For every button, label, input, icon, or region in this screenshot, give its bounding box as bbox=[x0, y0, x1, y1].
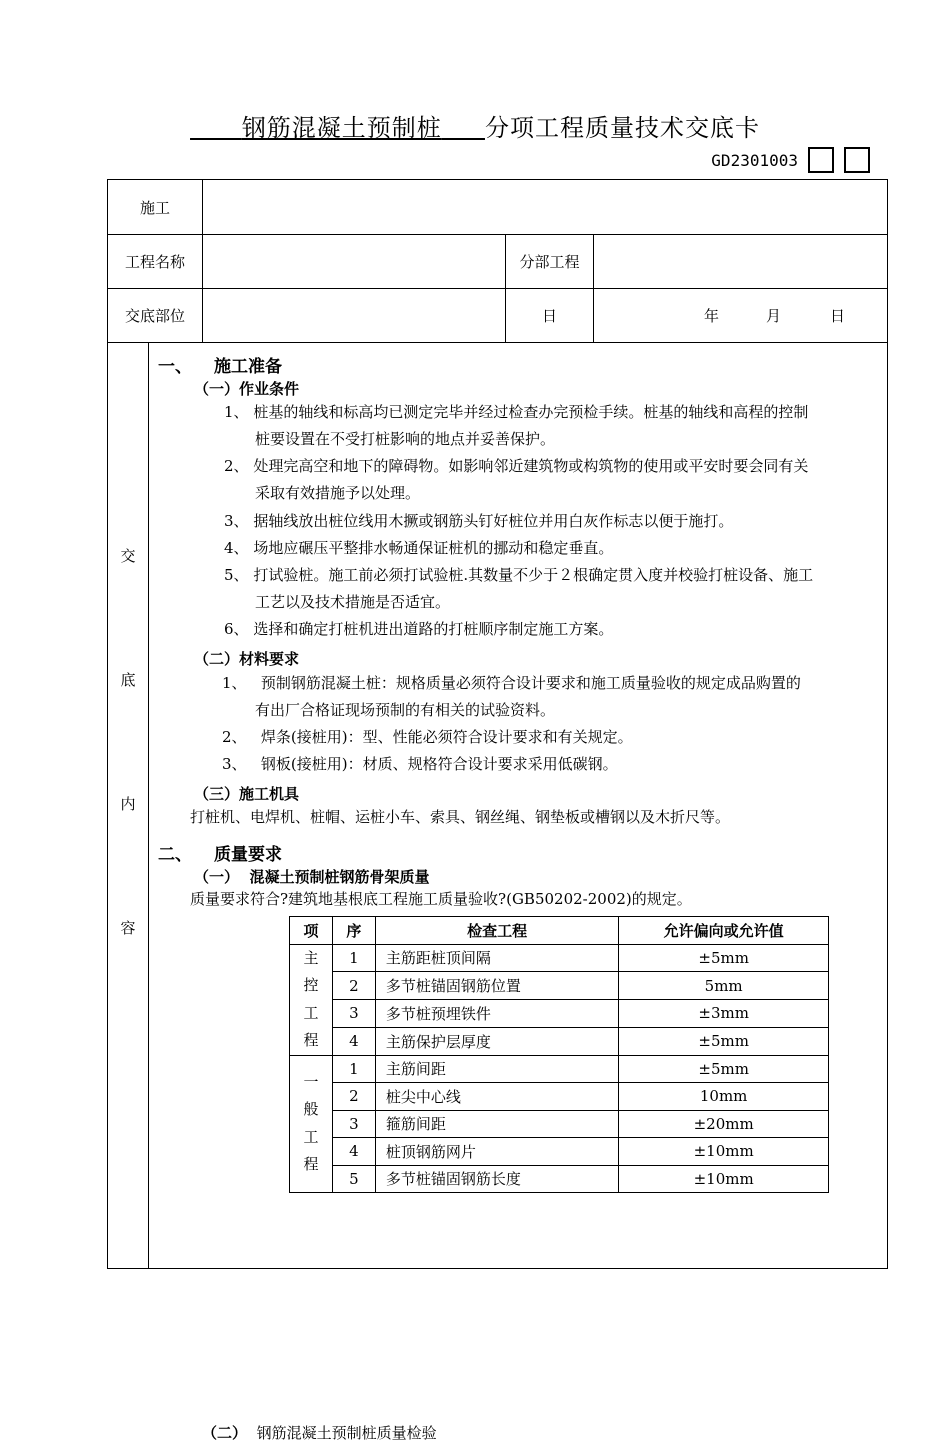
list-item: 4、 场地应碾压平整排水畅通保证桩机的挪动和稳定垂直。 bbox=[224, 539, 614, 557]
section-2-heading: 二、 质量要求 bbox=[158, 845, 282, 865]
item-cell: 桩尖中心线 bbox=[375, 1083, 618, 1111]
checkbox-1[interactable] bbox=[808, 147, 834, 173]
seq-cell: 4 bbox=[332, 1138, 375, 1166]
document-code: GD2301003 bbox=[711, 150, 798, 170]
document-code-row bbox=[711, 147, 870, 173]
label-project-name: 工程名称 bbox=[124, 253, 185, 271]
section-1-heading: 一、 施工准备 bbox=[158, 357, 282, 377]
date-day: 日 bbox=[830, 307, 846, 325]
item-cell: 箍筋间距 bbox=[375, 1110, 618, 1138]
seq-cell: 1 bbox=[332, 944, 375, 972]
item-cell: 多节桩锚固钢筋长度 bbox=[375, 1165, 618, 1193]
quality-table bbox=[289, 916, 829, 1193]
label-handover-part: 交底部位 bbox=[124, 307, 185, 325]
seq-cell: 2 bbox=[332, 1083, 375, 1111]
table-row bbox=[290, 944, 829, 972]
item-cell: 主筋间距 bbox=[375, 1055, 618, 1083]
table-row bbox=[290, 1083, 829, 1111]
table-row bbox=[290, 1138, 829, 1166]
table-row bbox=[290, 1055, 829, 1083]
table-header: 检查工程 bbox=[375, 917, 618, 945]
list-item: 2、 焊条(接桩用)：型、性能必须符合设计要求和有关规定。 bbox=[222, 728, 633, 746]
item-cell: 多节桩锚固钢筋位置 bbox=[375, 972, 618, 1000]
side-label-char: 内 bbox=[120, 795, 136, 813]
date-year: 年 bbox=[704, 307, 720, 325]
tolerance-cell: 5mm bbox=[619, 972, 829, 1000]
seq-cell: 5 bbox=[332, 1165, 375, 1193]
seq-cell: 1 bbox=[332, 1055, 375, 1083]
checkbox-2[interactable] bbox=[844, 147, 870, 173]
seq-cell: 4 bbox=[332, 1027, 375, 1055]
section-1-sub-3: （三）施工机具 bbox=[194, 785, 300, 803]
group-label-main-control: 主 控 工 程 bbox=[290, 944, 333, 1055]
tolerance-cell: ±10mm bbox=[619, 1138, 829, 1166]
side-label-char: 交 bbox=[120, 547, 136, 565]
title-underlined-part: 钢筋混凝土预制桩 bbox=[241, 114, 442, 142]
title-rest: 分项工程质量技术交底卡 bbox=[484, 114, 760, 142]
item-cell: 多节桩预埋铁件 bbox=[375, 1000, 618, 1028]
table-header: 项 bbox=[290, 917, 333, 945]
table-row bbox=[290, 1027, 829, 1055]
tolerance-cell: 10mm bbox=[619, 1083, 829, 1111]
section-1-sub-1: （一）作业条件 bbox=[194, 380, 300, 398]
section-1-sub-2: （二）材料要求 bbox=[194, 650, 300, 668]
seq-cell: 2 bbox=[332, 972, 375, 1000]
section-2-sub-2: （二） 钢筋混凝土预制桩质量检验 bbox=[202, 1424, 437, 1442]
label-construction: 施工 bbox=[139, 198, 170, 217]
seq-cell: 3 bbox=[332, 1000, 375, 1028]
construction-value-field[interactable] bbox=[203, 180, 887, 234]
form-sheet bbox=[107, 179, 888, 1442]
item-cell: 主筋保护层厚度 bbox=[375, 1027, 618, 1055]
handover-part-field[interactable] bbox=[203, 289, 505, 342]
list-item: 3、 据轴线放出桩位线用木撅或钢筋头钉好桩位并用白灰作标志以便于施打。 bbox=[224, 512, 734, 530]
list-item: 5、 打试验桩。施工前必须打试验桩.其数量不少于２根确定贯入度并校验打桩设备、施工 工艺以及技术措施是否适宜。 bbox=[224, 566, 814, 611]
group-label-general: 一 般 工 程 bbox=[290, 1055, 333, 1193]
table-row bbox=[290, 1110, 829, 1138]
item-cell: 桩顶钢筋网片 bbox=[375, 1138, 618, 1166]
tolerance-cell: ±5mm bbox=[619, 944, 829, 972]
quality-intro: 质量要求符合?建筑地基根底工程施工质量验收?(GB50202-2002)的规定。 bbox=[190, 890, 692, 908]
seq-cell: 3 bbox=[332, 1110, 375, 1138]
list-item: 1、 桩基的轴线和标高均已测定完毕并经过检查办完预检手续。桩基的轴线和高程的控制 桩要设置在不受打桩影响的地点并妥善保护。 bbox=[224, 403, 809, 448]
table-row bbox=[290, 972, 829, 1000]
tolerance-cell: ±5mm bbox=[619, 1055, 829, 1083]
table-header-row bbox=[290, 917, 829, 945]
item-cell: 主筋距桩顶间隔 bbox=[375, 944, 618, 972]
tolerance-cell: ±10mm bbox=[619, 1165, 829, 1193]
table-row bbox=[290, 1165, 829, 1193]
tolerance-cell: ±5mm bbox=[619, 1027, 829, 1055]
table-row bbox=[290, 1000, 829, 1028]
list-item: 3、 钢板(接桩用)：材质、规格符合设计要求采用低碳钢。 bbox=[222, 755, 618, 773]
tolerance-cell: ±3mm bbox=[619, 1000, 829, 1028]
side-label-char: 底 bbox=[120, 671, 136, 689]
side-label-char: 容 bbox=[120, 919, 136, 937]
table-header: 允许偏向或允许值 bbox=[619, 917, 829, 945]
date-month: 月 bbox=[766, 307, 782, 325]
project-name-field[interactable] bbox=[203, 235, 505, 288]
label-date: 日 bbox=[541, 307, 557, 325]
table-header: 序 bbox=[332, 917, 375, 945]
date-field[interactable] bbox=[594, 289, 887, 342]
document-title bbox=[0, 108, 950, 143]
list-item: 1、 预制钢筋混凝土桩：规格质量必须符合设计要求和施工质量验收的规定成品购置的 有出厂合格证现场预制的有相关的试验资料。 bbox=[222, 674, 801, 719]
list-item: 2、 处理完高空和地下的障碍物。如影响邻近建筑物或构筑物的使用或平安时要会同有关 采取有效措施予以处理。 bbox=[224, 457, 809, 502]
tools-list: 打桩机、电焊机、桩帽、运桩小车、索具、钢丝绳、钢垫板或槽钢以及木折尺等。 bbox=[190, 808, 731, 826]
list-item: 6、 选择和确定打桩机进出道路的打桩顺序制定施工方案。 bbox=[224, 620, 614, 638]
section-2-sub-1: （一） 混凝土预制桩钢筋骨架质量 bbox=[194, 868, 430, 886]
handover-content bbox=[148, 343, 887, 1442]
tolerance-cell: ±20mm bbox=[619, 1110, 829, 1138]
division-field[interactable] bbox=[594, 235, 887, 288]
label-division: 分部工程 bbox=[519, 253, 580, 271]
